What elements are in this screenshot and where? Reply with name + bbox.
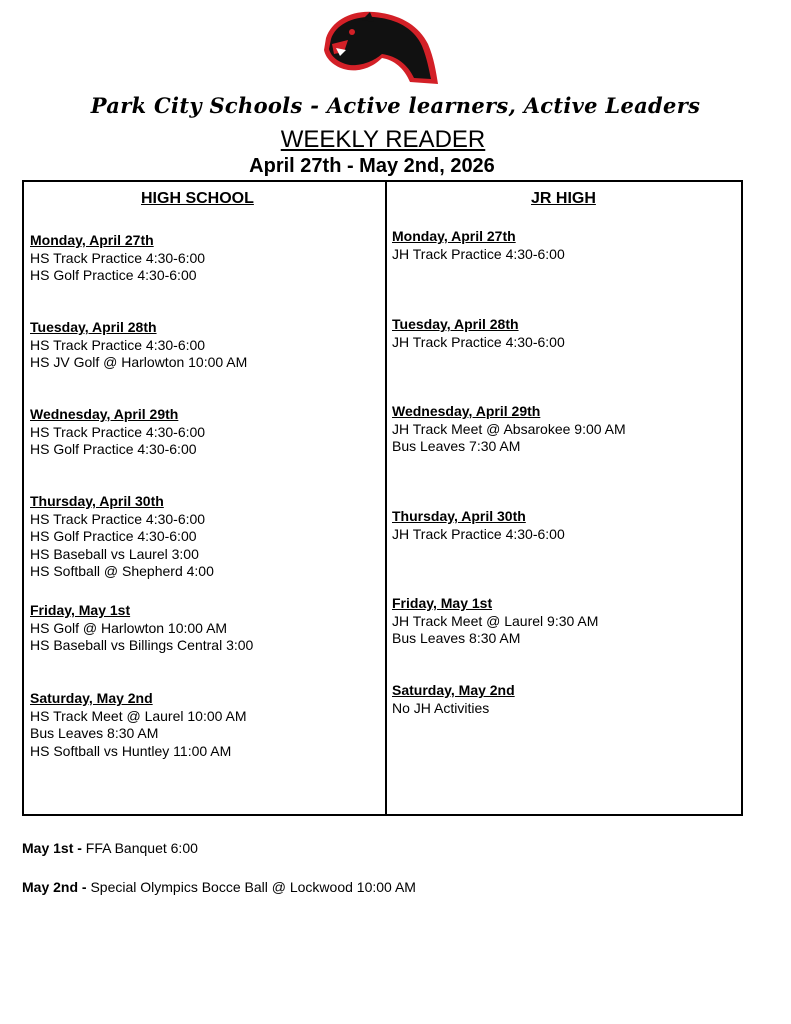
event: HS Track Practice 4:30-6:00 (30, 510, 206, 527)
schedule-table (22, 180, 743, 816)
event: No JH Activities (392, 699, 490, 716)
event: HS JV Golf @ Harlowton 10:00 AM (30, 354, 248, 371)
jh-day-tuesday (392, 316, 565, 351)
day-name: Friday, May 1st (392, 595, 493, 611)
event: HS Softball @ Shepherd 4:00 (30, 563, 214, 580)
hs-day-friday (30, 602, 253, 655)
panther-logo (318, 8, 440, 86)
hs-day-tuesday (30, 319, 247, 372)
day-name: Wednesday, April 29th (30, 406, 179, 422)
hs-day-monday (30, 232, 205, 285)
event: JH Track Meet @ Laurel 9:30 AM (392, 612, 599, 629)
event: Bus Leaves 7:30 AM (392, 438, 521, 455)
day-name: Monday, April 27th (392, 228, 516, 244)
event: HS Track Practice 4:30-6:00 (30, 249, 206, 266)
event: Bus Leaves 8:30 AM (30, 725, 159, 742)
jr-high-heading: JR HIGH (531, 190, 596, 207)
footer-note (22, 879, 416, 895)
jh-day-saturday (392, 682, 515, 717)
hs-day-wednesday (30, 406, 205, 459)
footer-note (22, 840, 198, 856)
day-name: Tuesday, April 28th (392, 316, 519, 332)
event: JH Track Meet @ Absarokee 9:00 AM (392, 420, 626, 437)
jh-day-friday (392, 595, 598, 648)
day-name: Thursday, April 30th (30, 493, 164, 509)
event: HS Track Practice 4:30-6:00 (30, 423, 206, 440)
event: HS Softball vs Huntley 11:00 AM (30, 742, 232, 759)
jh-day-monday (392, 228, 565, 263)
day-name: Tuesday, April 28th (30, 319, 157, 335)
footer-date: May 2nd - (22, 879, 87, 895)
hs-day-saturday (30, 690, 247, 760)
event: HS Baseball vs Billings Central 3:00 (30, 637, 254, 654)
day-name: Wednesday, April 29th (392, 403, 541, 419)
day-name: Friday, May 1st (30, 602, 131, 618)
event: JH Track Practice 4:30-6:00 (392, 525, 565, 542)
day-name: Thursday, April 30th (392, 508, 526, 524)
jh-day-wednesday (392, 403, 626, 456)
day-name: Saturday, May 2nd (392, 682, 515, 698)
hs-day-thursday (30, 493, 214, 581)
high-school-heading: HIGH SCHOOL (141, 190, 254, 207)
event: JH Track Practice 4:30-6:00 (392, 333, 565, 350)
jh-day-thursday (392, 508, 565, 543)
day-name: Saturday, May 2nd (30, 690, 153, 706)
event: Bus Leaves 8:30 AM (392, 630, 521, 647)
event: HS Golf Practice 4:30-6:00 (30, 528, 197, 545)
event: JH Track Practice 4:30-6:00 (392, 245, 565, 262)
footer-text: FFA Banquet 6:00 (81, 840, 198, 856)
day-name: Monday, April 27th (30, 232, 154, 248)
school-tagline: Park City Schools - Active learners, Active Leaders (90, 93, 701, 118)
column-divider (385, 182, 387, 814)
event: HS Track Practice 4:30-6:00 (30, 336, 206, 353)
event: HS Track Meet @ Laurel 10:00 AM (30, 707, 247, 724)
event: HS Golf Practice 4:30-6:00 (30, 441, 197, 458)
event: HS Golf @ Harlowton 10:00 AM (30, 619, 228, 636)
footer-date: May 1st - (22, 840, 82, 856)
event: HS Golf Practice 4:30-6:00 (30, 267, 197, 284)
footer-text: Special Olympics Bocce Ball @ Lockwood 10:00 AM (86, 879, 416, 895)
page-title: WEEKLY READER (280, 126, 486, 153)
week-dates: April 27th - May 2nd, 2026 (249, 155, 495, 177)
event: HS Baseball vs Laurel 3:00 (30, 545, 199, 562)
